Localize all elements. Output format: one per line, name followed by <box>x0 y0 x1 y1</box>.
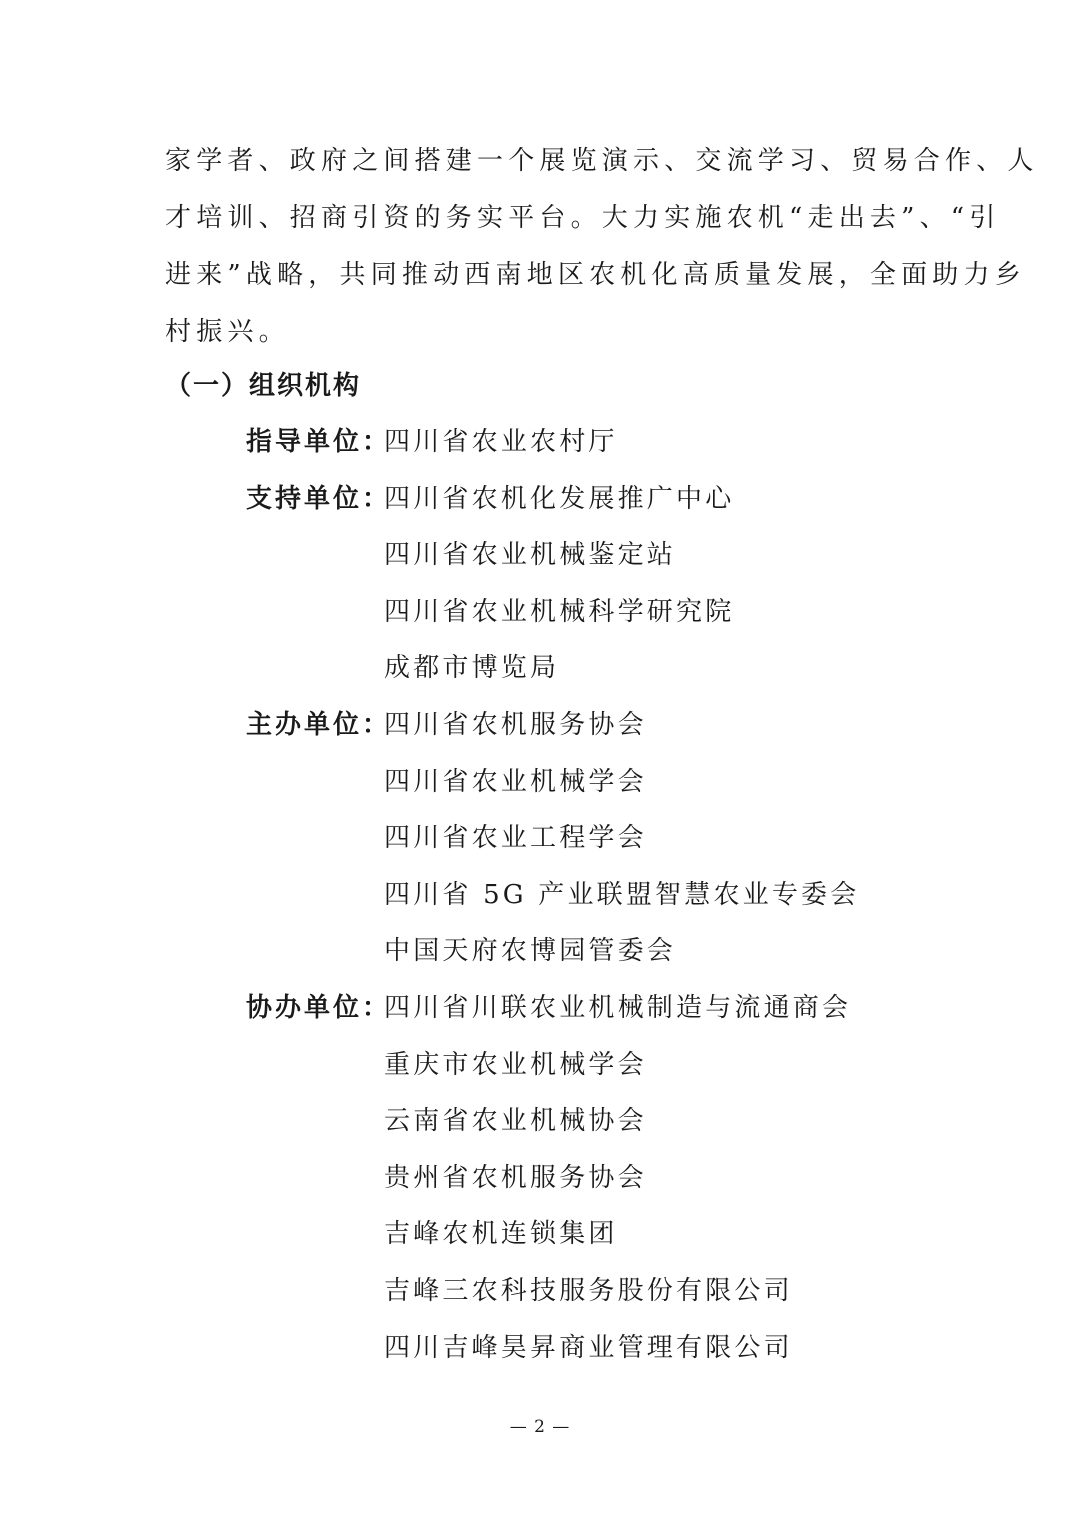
org-unit: 四川省农业机械鉴定站 <box>384 540 677 571</box>
org-unit: 吉峰农机连锁集团 <box>384 1219 618 1250</box>
org-row <box>246 1150 946 1207</box>
org-unit: 四川省农业机械学会 <box>384 766 647 797</box>
org-unit: 四川省农机化发展推广中心 <box>384 483 735 514</box>
org-label-host: 主办单位： <box>246 709 392 740</box>
org-unit: 四川省农机服务协会 <box>384 709 647 740</box>
org-row <box>246 1206 946 1263</box>
paragraph-line: 进来”战略，共同推动西南地区农机化高质量发展，全面助力乡 <box>165 260 1026 290</box>
body-paragraph <box>165 133 1039 361</box>
org-group-guidance <box>246 414 946 471</box>
org-unit: 中国天府农博园管委会 <box>384 936 677 967</box>
org-unit: 贵州省农机服务协会 <box>384 1162 647 1193</box>
paragraph-line: 村振兴。 <box>165 317 290 347</box>
paragraph-line: 家学者、政府之间搭建一个展览演示、交流学习、贸易合作、人 <box>165 146 1039 176</box>
org-row <box>246 810 946 867</box>
org-row <box>246 1320 946 1377</box>
org-row <box>246 1037 946 1094</box>
org-row <box>246 923 946 980</box>
org-label-guidance: 指导单位： <box>246 427 392 457</box>
org-row <box>246 640 946 697</box>
org-label-support: 支持单位： <box>246 483 392 514</box>
org-unit: 吉峰三农科技服务股份有限公司 <box>384 1275 793 1306</box>
org-row <box>246 527 946 584</box>
org-unit: 重庆市农业机械学会 <box>384 1049 647 1080</box>
org-row <box>246 754 946 811</box>
org-group-co-host <box>246 980 946 1037</box>
org-unit: 四川省川联农业机械制造与流通商会 <box>384 992 852 1023</box>
org-group-support <box>246 471 946 528</box>
org-unit: 成都市博览局 <box>384 653 560 684</box>
paragraph-line: 才培训、招商引资的务实平台。大力实施农机“走出去”、“引 <box>165 203 1001 233</box>
org-group-host <box>246 697 946 754</box>
organization-list <box>246 414 946 1376</box>
org-unit: 四川吉峰昊昇商业管理有限公司 <box>384 1332 793 1363</box>
org-row <box>246 584 946 641</box>
org-row <box>246 867 946 924</box>
org-unit: 四川省 5G 产业联盟智慧农业专委会 <box>384 879 860 910</box>
section-heading: （一）组织机构 <box>165 371 362 401</box>
org-unit: 四川省农业工程学会 <box>384 823 647 854</box>
org-row <box>246 1093 946 1150</box>
org-unit: 云南省农业机械协会 <box>384 1106 647 1137</box>
org-unit: 四川省农业机械科学研究院 <box>384 596 735 627</box>
org-unit: 四川省农业农村厅 <box>384 427 618 457</box>
page-number: — 2 — <box>509 1417 571 1437</box>
org-label-co-host: 协办单位： <box>246 992 392 1023</box>
org-row <box>246 1263 946 1320</box>
